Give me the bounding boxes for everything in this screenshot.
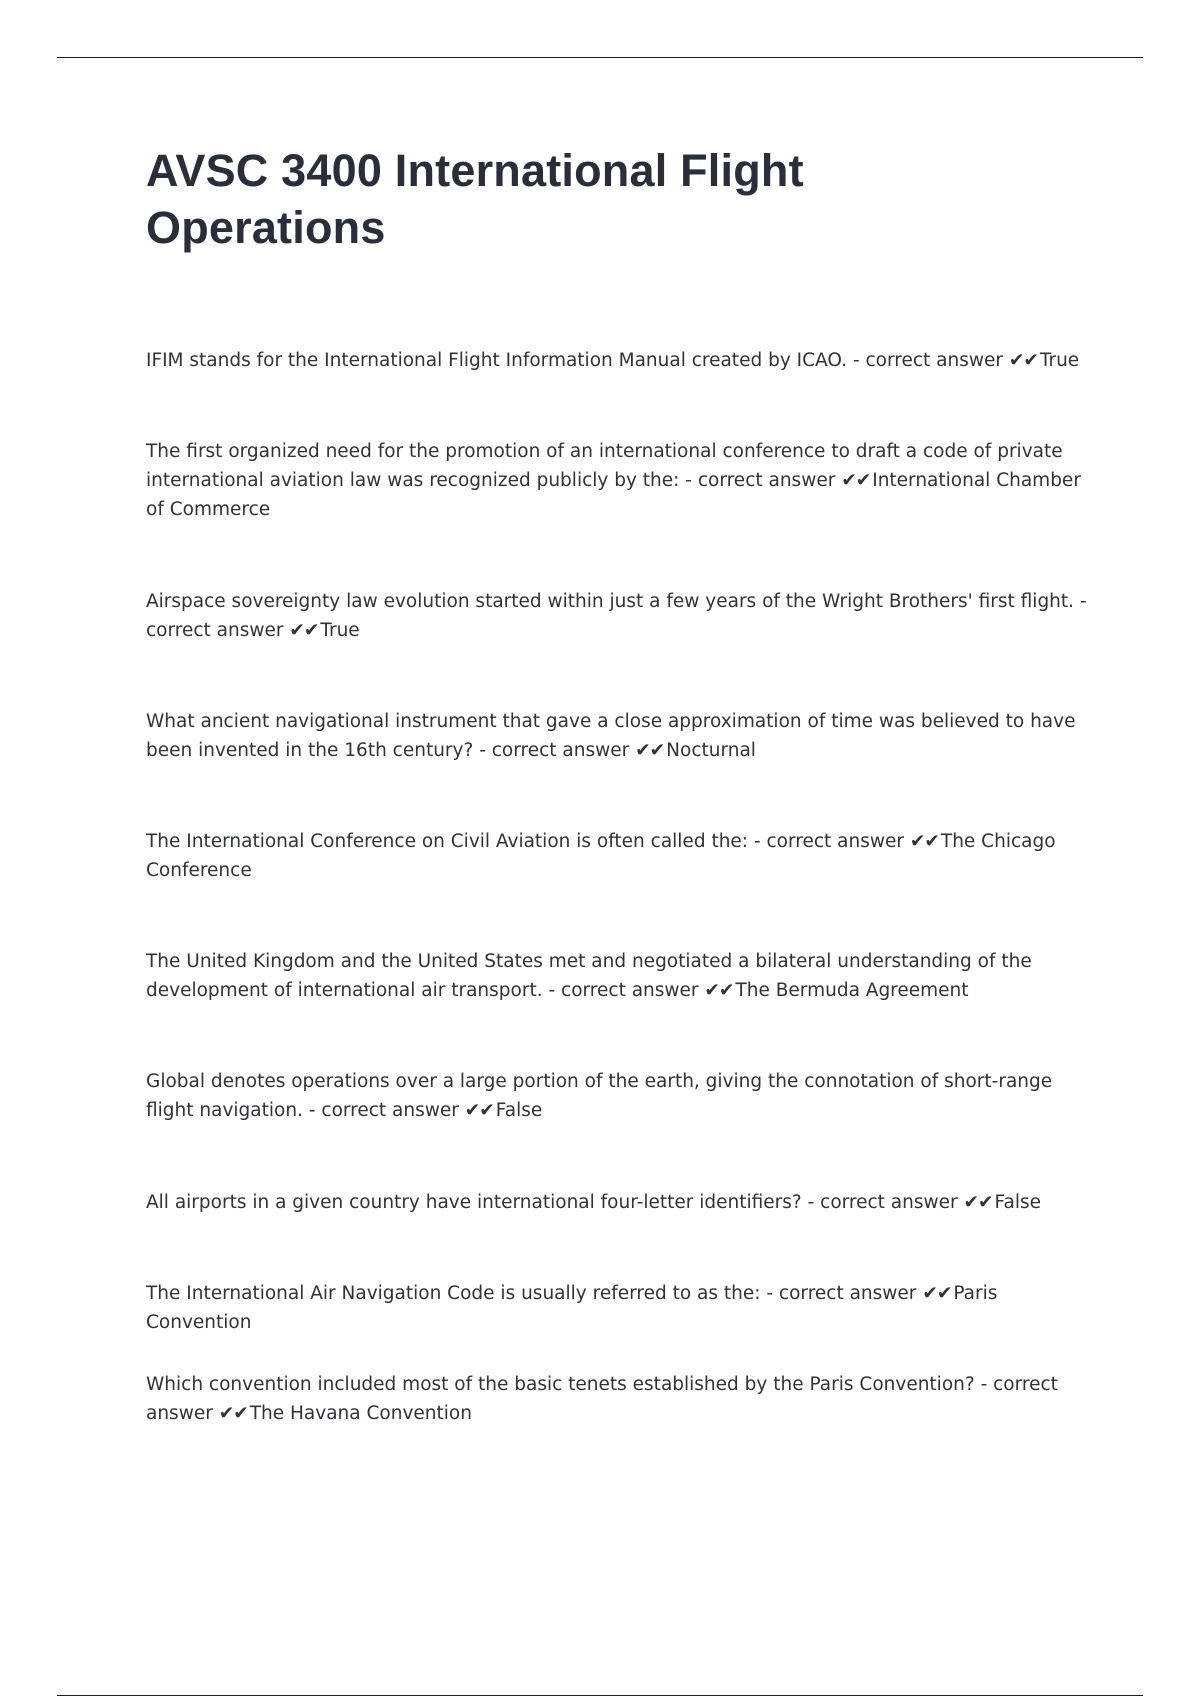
qa-item xyxy=(146,587,1096,645)
question-text: The first organized need for the promotion of an international conference to draft a code of private international aviation law was recognized publicly by the: xyxy=(146,441,1063,491)
qa-item xyxy=(146,1188,1096,1217)
question-text: Which convention included most of the basic tenets established by the Paris Convention? xyxy=(146,1374,975,1395)
double-check-icon: ✔✔ xyxy=(1008,350,1038,371)
answer-text: False xyxy=(495,1100,543,1121)
qa-item xyxy=(146,437,1096,524)
question-text: The International Air Navigation Code is usually referred to as the: xyxy=(146,1283,761,1304)
double-check-icon: ✔✔ xyxy=(289,620,319,641)
answer-marker: - correct answer xyxy=(308,1100,459,1121)
qa-item xyxy=(146,1279,1096,1337)
answer-text: Paris Convention xyxy=(146,1283,998,1333)
double-check-icon: ✔✔ xyxy=(909,831,939,852)
question-text: Global denotes operations over a large portion of the earth, giving the connotation of short-range flight navigation. xyxy=(146,1071,1053,1121)
answer-marker: - correct answer xyxy=(548,980,699,1001)
answer-text: Nocturnal xyxy=(666,740,756,761)
answer-marker: - correct answer xyxy=(146,1374,1058,1424)
answer-marker: - correct answer xyxy=(807,1192,958,1213)
answer-text: International Chamber of Commerce xyxy=(146,470,1081,520)
qa-item xyxy=(146,1067,1096,1125)
top-rule xyxy=(57,57,1143,58)
double-check-icon: ✔✔ xyxy=(963,1192,993,1213)
qa-item xyxy=(146,947,1096,1005)
answer-marker: - correct answer xyxy=(766,1283,917,1304)
answer-marker: - correct answer xyxy=(146,591,1087,641)
question-text: What ancient navigational instrument that gave a close approximation of time was believed to have been invented in the 16th century? xyxy=(146,711,1076,761)
double-check-icon: ✔✔ xyxy=(218,1403,248,1424)
question-text: All airports in a given country have international four-letter identifiers? xyxy=(146,1192,802,1213)
double-check-icon: ✔✔ xyxy=(635,740,665,761)
answer-marker: - correct answer xyxy=(479,740,630,761)
double-check-icon: ✔✔ xyxy=(704,980,734,1001)
question-text: IFIM stands for the International Flight Information Manual created by ICAO. xyxy=(146,350,848,371)
bottom-rule xyxy=(57,1695,1143,1696)
question-text: The International Conference on Civil Aviation is often called the: xyxy=(146,831,749,852)
answer-text: True xyxy=(320,620,360,641)
qa-item xyxy=(146,1370,1096,1428)
question-text: The United Kingdom and the United States met and negotiated a bilateral understanding of the development of international air transport. xyxy=(146,951,1032,1001)
answer-text: The Chicago Conference xyxy=(146,831,1056,881)
double-check-icon: ✔✔ xyxy=(841,470,871,491)
page-title: AVSC 3400 International Flight Operations xyxy=(146,145,804,253)
answer-text: The Havana Convention xyxy=(249,1403,472,1424)
answer-text: True xyxy=(1039,350,1080,371)
question-text: Airspace sovereignty law evolution started within just a few years of the Wright Brothers' first flight. xyxy=(146,591,1075,612)
qa-item xyxy=(146,346,1096,375)
answer-text: False xyxy=(994,1192,1041,1213)
answer-marker: - correct answer xyxy=(685,470,836,491)
qa-item xyxy=(146,827,1096,885)
qa-item xyxy=(146,707,1096,765)
answer-marker: - correct answer xyxy=(753,831,904,852)
answer-text: The Bermuda Agreement xyxy=(735,980,969,1001)
double-check-icon: ✔✔ xyxy=(922,1283,952,1304)
answer-marker: - correct answer xyxy=(852,350,1003,371)
double-check-icon: ✔✔ xyxy=(464,1100,494,1121)
